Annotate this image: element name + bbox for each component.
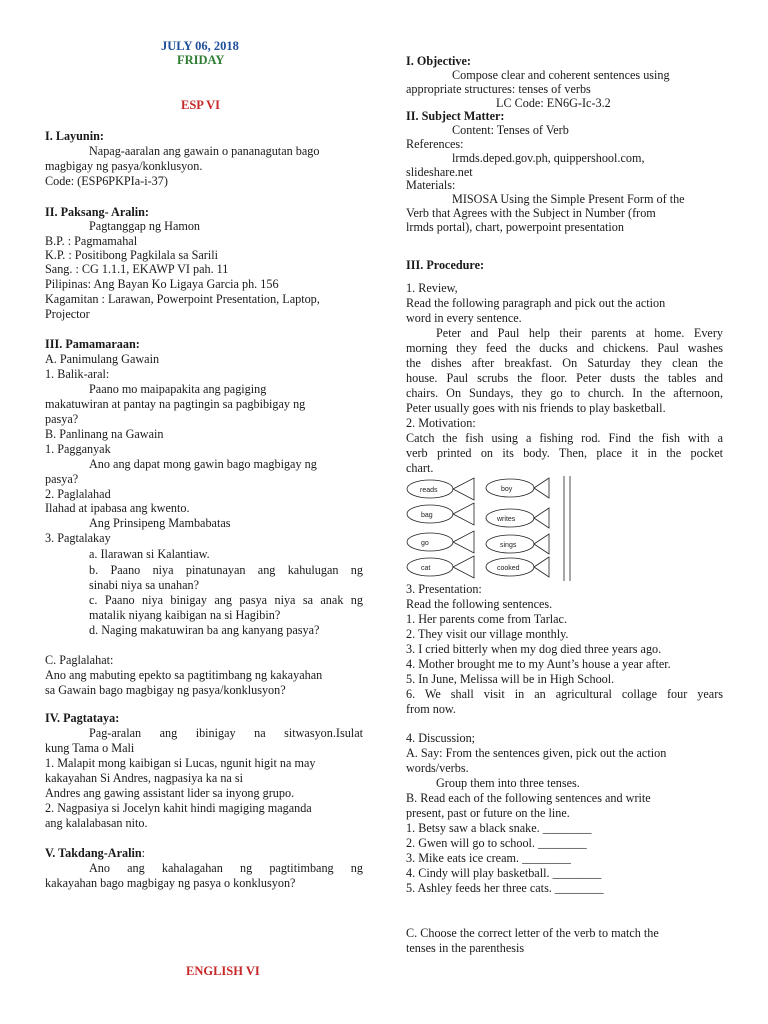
kagamitan-line: Kagamitan : Larawan, Powerpoint Presentation, Laptop, — [45, 292, 320, 306]
exercise-5: 5. Ashley feeds her three cats. ________ — [406, 881, 604, 895]
references-line: lrmds.deped.gov.ph, quippershool.com, — [452, 151, 645, 165]
pagtataya-instruction: Pag-aralan ang ibinigay na sitwasyon.Isulat — [89, 726, 363, 740]
panlinang-gawain: B. Panlinang na Gawain — [45, 427, 164, 441]
sentence-2: 2. They visit our village monthly. — [406, 627, 569, 641]
sentence-1: 1. Her parents come from Tarlac. — [406, 612, 568, 626]
situation-2: 2. Nagpasiya si Jocelyn kahit hindi magiging maganda — [45, 801, 312, 815]
pagganyak-label: 1. Pagganyak — [45, 442, 111, 456]
balik-aral-question: pasya? — [45, 412, 79, 426]
fish-label: cat — [421, 565, 431, 572]
pagtataya-heading: IV. Pagtataya: — [45, 711, 120, 725]
story-title: Ang Prinsipeng Mambabatas — [89, 516, 231, 530]
motivation-instruction: chart. — [406, 461, 434, 475]
review-instruction: Read the following paragraph and pick out the action — [406, 296, 666, 310]
takdang-aralin-title: V. Takdang-Aralin — [45, 846, 142, 860]
procedure-heading: III. Procedure: — [406, 258, 485, 272]
fish-pocket-chart — [404, 476, 582, 582]
fish-label: bag — [421, 512, 433, 519]
discussion-b: B. Read each of the following sentences and write — [406, 791, 651, 805]
presentation-instruction: Read the following sentences. — [406, 597, 553, 611]
paksang-aralin-heading: II. Paksang- Aralin: — [45, 205, 149, 219]
fish-left-1 — [407, 478, 474, 500]
exercise-2: 2. Gwen will go to school. ________ — [406, 836, 587, 850]
materials-line: MISOSA Using the Simple Present Form of the — [452, 192, 685, 206]
discussion-a: words/verbs. — [406, 761, 469, 775]
question-d: d. Naging makatuwiran ba ang kanyang pasya? — [89, 623, 320, 637]
pagtataya-instruction: kung Tama o Mali — [45, 741, 135, 755]
fish-left-4 — [407, 556, 474, 578]
section-c-instruction: tenses in the parenthesis — [406, 941, 525, 955]
subject-english-heading: ENGLISH VI — [186, 964, 260, 978]
review-label: 1. Review, — [406, 281, 458, 295]
kagamitan-line: Projector — [45, 307, 90, 321]
fish-label: writes — [497, 516, 516, 523]
layunin-line: Napag-aaralan ang gawain o pananagutan bago — [89, 144, 320, 158]
exercise-4: 4. Cindy will play basketball. ________ — [406, 866, 602, 880]
sentence-3: 3. I cried bitterly when my dog died three years ago. — [406, 642, 662, 656]
review-paragraph: the dishes after breakfast. On Saturday they clean the — [406, 356, 723, 370]
materials-line: Verb that Agrees with the Subject in Number (from — [406, 206, 656, 220]
review-paragraph: morning they feed the ducks and chickens. Paul washes — [406, 341, 723, 355]
motivation-label: 2. Motivation: — [406, 416, 476, 430]
sentence-4: 4. Mother brought me to my Aunt’s house a year after. — [406, 657, 671, 671]
kp-line: K.P. : Positibong Pagkilala sa Sarili — [45, 248, 218, 262]
fish-right-2 — [486, 508, 549, 528]
pilipinas-line: Pilipinas: Ang Bayan Ko Ligaya Garcia ph. 156 — [45, 277, 279, 291]
question-b: sinabi niya sa unahan? — [89, 578, 199, 592]
takdang-aralin-question: kakayahan bago magbigay ng pasya o konklusyon? — [45, 876, 296, 890]
situation-1: Andres ang gawing assistant lider sa inyong grupo. — [45, 786, 295, 800]
balik-aral-label: 1. Balik-aral: — [45, 367, 110, 381]
fish-label: reads — [420, 487, 438, 494]
layunin-heading: I. Layunin: — [45, 129, 104, 143]
discussion-label: 4. Discussion; — [406, 731, 476, 745]
lesson-day: FRIDAY — [177, 53, 225, 67]
review-instruction: word in every sentence. — [406, 311, 522, 325]
fish-left-3 — [407, 531, 474, 553]
paksang-topic: Pagtanggap ng Hamon — [89, 219, 201, 233]
takdang-aralin-colon: : — [141, 846, 146, 860]
subject-matter-heading: II. Subject Matter: — [406, 109, 505, 123]
materials-label: Materials: — [406, 178, 456, 192]
fish-label: cooked — [497, 565, 520, 572]
paglalahat-question: sa Gawain bago magbigay ng pasya/konklusyon? — [45, 683, 286, 697]
exercise-3: 3. Mike eats ice cream. ________ — [406, 851, 571, 865]
discussion-a: A. Say: From the sentences given, pick out the action — [406, 746, 667, 760]
content-line: Content: Tenses of Verb — [452, 123, 569, 137]
motivation-instruction: verb printed on its body. Then, place it in the pocket — [406, 446, 723, 460]
subject-esp-heading: ESP VI — [181, 98, 221, 112]
paglalahad-label: 2. Paglalahad — [45, 487, 111, 501]
section-c-instruction: C. Choose the correct letter of the verb to match the — [406, 926, 659, 940]
question-b: b. Paano niya pinatunayan ang kahulugan ng — [89, 563, 363, 577]
pamamaraan-heading: III. Pamamaraan: — [45, 337, 140, 351]
situation-2: ang kalalabasan nito. — [45, 816, 148, 830]
review-paragraph: Peter and Paul help their parents at home. Every — [436, 326, 723, 340]
review-paragraph: chairs. On Sundays, they go to church. In the afternoon, — [406, 386, 723, 400]
objective-heading: I. Objective: — [406, 54, 471, 68]
review-paragraph: Peter usually goes with nis friends to play basketball. — [406, 401, 666, 415]
objective-line: Compose clear and coherent sentences using — [452, 68, 670, 82]
paglalahat-label: C. Paglalahat: — [45, 653, 114, 667]
discussion-b: present, past or future on the line. — [406, 806, 570, 820]
sentence-6: 6. We shall visit in an agricultural collage four years — [406, 687, 723, 701]
fish-left-2 — [407, 503, 474, 525]
layunin-code: Code: (ESP6PKPIa-i-37) — [45, 174, 168, 188]
question-a: a. Ilarawan si Kalantiaw. — [89, 547, 210, 561]
review-paragraph: house. Paul scrubs the floor. Peter dusts the tables and — [406, 371, 723, 385]
sanggunian-line: Sang. : CG 1.1.1, EKAWP VI pah. 11 — [45, 262, 229, 276]
balik-aral-question: makatuwiran at pantay na pagtingin sa pagbibigay ng — [45, 397, 306, 411]
pagganyak-question: Ano ang dapat mong gawin bago magbigay ng — [89, 457, 317, 471]
references-label: References: — [406, 137, 464, 151]
pagtalakay-label: 3. Pagtalakay — [45, 531, 111, 545]
fish-label: sings — [500, 542, 517, 549]
layunin-line: magbigay ng pasya/konklusyon. — [45, 159, 203, 173]
panimulang-gawain: A. Panimulang Gawain — [45, 352, 160, 366]
situation-1: kakayahan Si Andres, nagpasiya ka na si — [45, 771, 243, 785]
objective-line: appropriate structures: tenses of verbs — [406, 82, 591, 96]
pagganyak-question: pasya? — [45, 472, 79, 486]
fish-label: boy — [501, 486, 513, 493]
lc-code: LC Code: EN6G-Ic-3.2 — [496, 96, 611, 110]
materials-line: lrmds portal), chart, powerpoint presentation — [406, 220, 624, 234]
balik-aral-question: Paano mo maipapakita ang pagiging — [89, 382, 267, 396]
question-c: c. Paano niya binigay ang pasya niya sa anak ng — [89, 593, 363, 607]
sentence-6: from now. — [406, 702, 456, 716]
takdang-aralin-heading — [45, 846, 145, 861]
ilahad-line: Ilahad at ipabasa ang kwento. — [45, 501, 190, 515]
exercise-1: 1. Betsy saw a black snake. ________ — [406, 821, 592, 835]
paglalahat-question: Ano ang mabuting epekto sa pagtitimbang ng kakayahan — [45, 668, 323, 682]
fish-right-1 — [486, 478, 549, 498]
discussion-a: Group them into three tenses. — [436, 776, 580, 790]
question-c: matalik niyang kaibigan na si Hagibin? — [89, 608, 281, 622]
takdang-aralin-question: Ano ang kahalagahan ng pagtitimbang ng — [89, 861, 363, 875]
presentation-label: 3. Presentation: — [406, 582, 482, 596]
fish-right-4 — [486, 557, 549, 577]
sentence-5: 5. In June, Melissa will be in High School. — [406, 672, 615, 686]
fish-label: go — [421, 540, 429, 547]
references-line: slideshare.net — [406, 165, 473, 179]
motivation-instruction: Catch the fish using a fishing rod. Find the fish with a — [406, 431, 723, 445]
lesson-date: JULY 06, 2018 — [161, 39, 239, 53]
bp-line: B.P. : Pagmamahal — [45, 234, 138, 248]
situation-1: 1. Malapit mong kaibigan si Lucas, ngunit higit na may — [45, 756, 316, 770]
fish-right-3 — [486, 534, 549, 554]
